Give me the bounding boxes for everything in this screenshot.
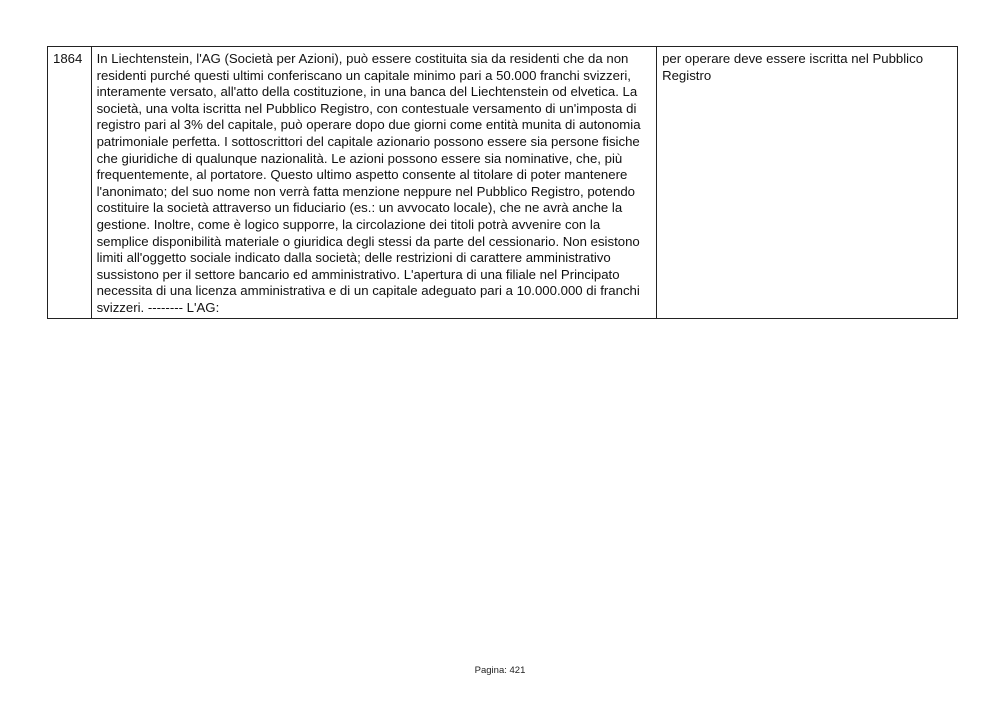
- row-number-cell: 1864: [48, 47, 92, 319]
- table-row: [48, 47, 958, 319]
- page-number-footer: Pagina: 421: [474, 665, 526, 676]
- row-note-cell: per operare deve essere iscritta nel Pubblico Registro: [657, 47, 958, 319]
- document-table: [47, 46, 958, 319]
- row-text-cell: In Liechtenstein, l'AG (Società per Azioni), può essere costituita sia da residenti che da non residenti purché questi ultimi conferiscano un capitale minimo pari a 50.000 franchi svizzeri, interamente versato, all'atto della costituzione, in una banca del Liechtenstein od elvetica. La società, una volta iscritta nel Pubblico Registro, con contestuale versamento di un'imposta di registro pari al 3% del capitale, può operare dopo due giorni come entità munita di autonomia patrimoniale perfetta. I sottoscrittori del capitale azionario possono essere sia persone fisiche che giuridiche di qualunque nazionalità. Le azioni possono essere sia nominative, che, più frequentemente, al portatore. Questo ultimo aspetto consente al titolare di poter mantenere l'anonimato; del suo nome non verrà fatta menzione neppure nel Pubblico Registro, potendo costituire la società attraverso un fiduciario (es.: un avvocato locale), che ne avrà anche la gestione. Inoltre, come è logico supporre, la circolazione dei titoli potrà avvenire con la semplice disponibilità materiale o giuridica degli stessi da parte del cessionario. Non esistono limiti all'oggetto sociale indicato dalla società; delle restrizioni di carattere amministrativo sussistono per il settore bancario ed amministrativo. L'apertura di una filiale nel Principato necessita di una licenza amministrativa e di un capitale adeguato pari a 10.000.000 di franchi svizzeri. -------- L'AG:: [91, 47, 657, 319]
